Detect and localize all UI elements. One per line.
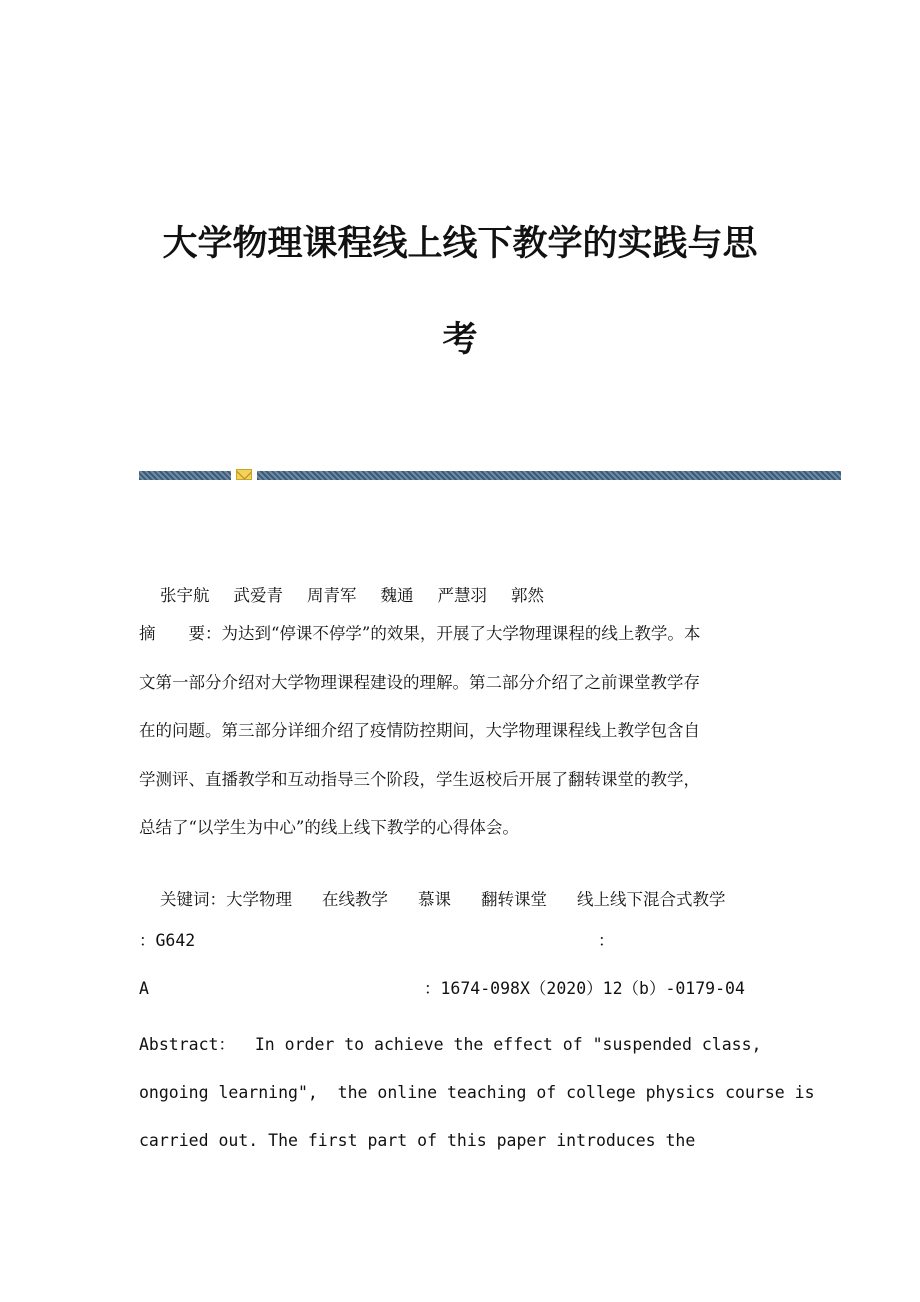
keyword: 翻转课堂 <box>480 889 547 909</box>
abstract-cn-line: 文第一部分介绍对大学物理课程建设的理解。第二部分介绍了之前课堂教学存 <box>139 673 700 692</box>
author-name: 张宇航 <box>159 585 210 605</box>
article-number: ：1674-098X（2020）12（b）-0179-04 <box>424 979 745 998</box>
keywords-line <box>139 875 725 925</box>
keyword: 在线教学 <box>321 889 388 909</box>
keywords-label: 关键词： <box>159 889 226 909</box>
author-name: 郭然 <box>510 585 544 605</box>
document-code-label: ： <box>598 931 615 950</box>
abstract-en-line: ongoing learning", the online teaching of college physics course is <box>139 1083 815 1102</box>
envelope-icon <box>236 469 252 480</box>
abstract-cn-line: 在的问题。第三部分详细介绍了疫情防控期间，大学物理课程线上教学包含自 <box>139 721 700 740</box>
paper-title-line-2: 考 <box>442 319 478 360</box>
author-name: 周青军 <box>306 585 357 605</box>
abstract-en-line: Abstract： In order to achieve the effect of "suspended class, <box>139 1035 762 1054</box>
abstract-en-line: carried out. The first part of this paper introduces the <box>139 1131 696 1150</box>
keyword: 慕课 <box>417 889 451 909</box>
title-divider-right <box>257 471 841 480</box>
author-name: 魏通 <box>380 585 414 605</box>
clc-number: ：G642 <box>139 931 196 950</box>
author-name: 严慧羽 <box>437 585 487 605</box>
paper-title-line-1: 大学物理课程线上线下教学的实践与思 <box>162 223 758 264</box>
abstract-cn-line: 学测评、直播教学和互动指导三个阶段，学生返校后开展了翻转课堂的教学， <box>139 770 700 789</box>
title-divider-left <box>139 471 231 480</box>
author-list <box>139 571 568 621</box>
abstract-cn-line: 摘 要：为达到“停课不停学”的效果，开展了大学物理课程的线上教学。本 <box>139 624 701 643</box>
abstract-cn-line: 总结了“以学生为中心”的线上线下教学的心得体会。 <box>139 818 519 837</box>
author-name: 武爱青 <box>233 585 283 605</box>
keyword: 大学物理 <box>225 889 292 909</box>
keyword: 线上线下混合式教学 <box>576 889 726 909</box>
document-code: A <box>139 979 149 998</box>
